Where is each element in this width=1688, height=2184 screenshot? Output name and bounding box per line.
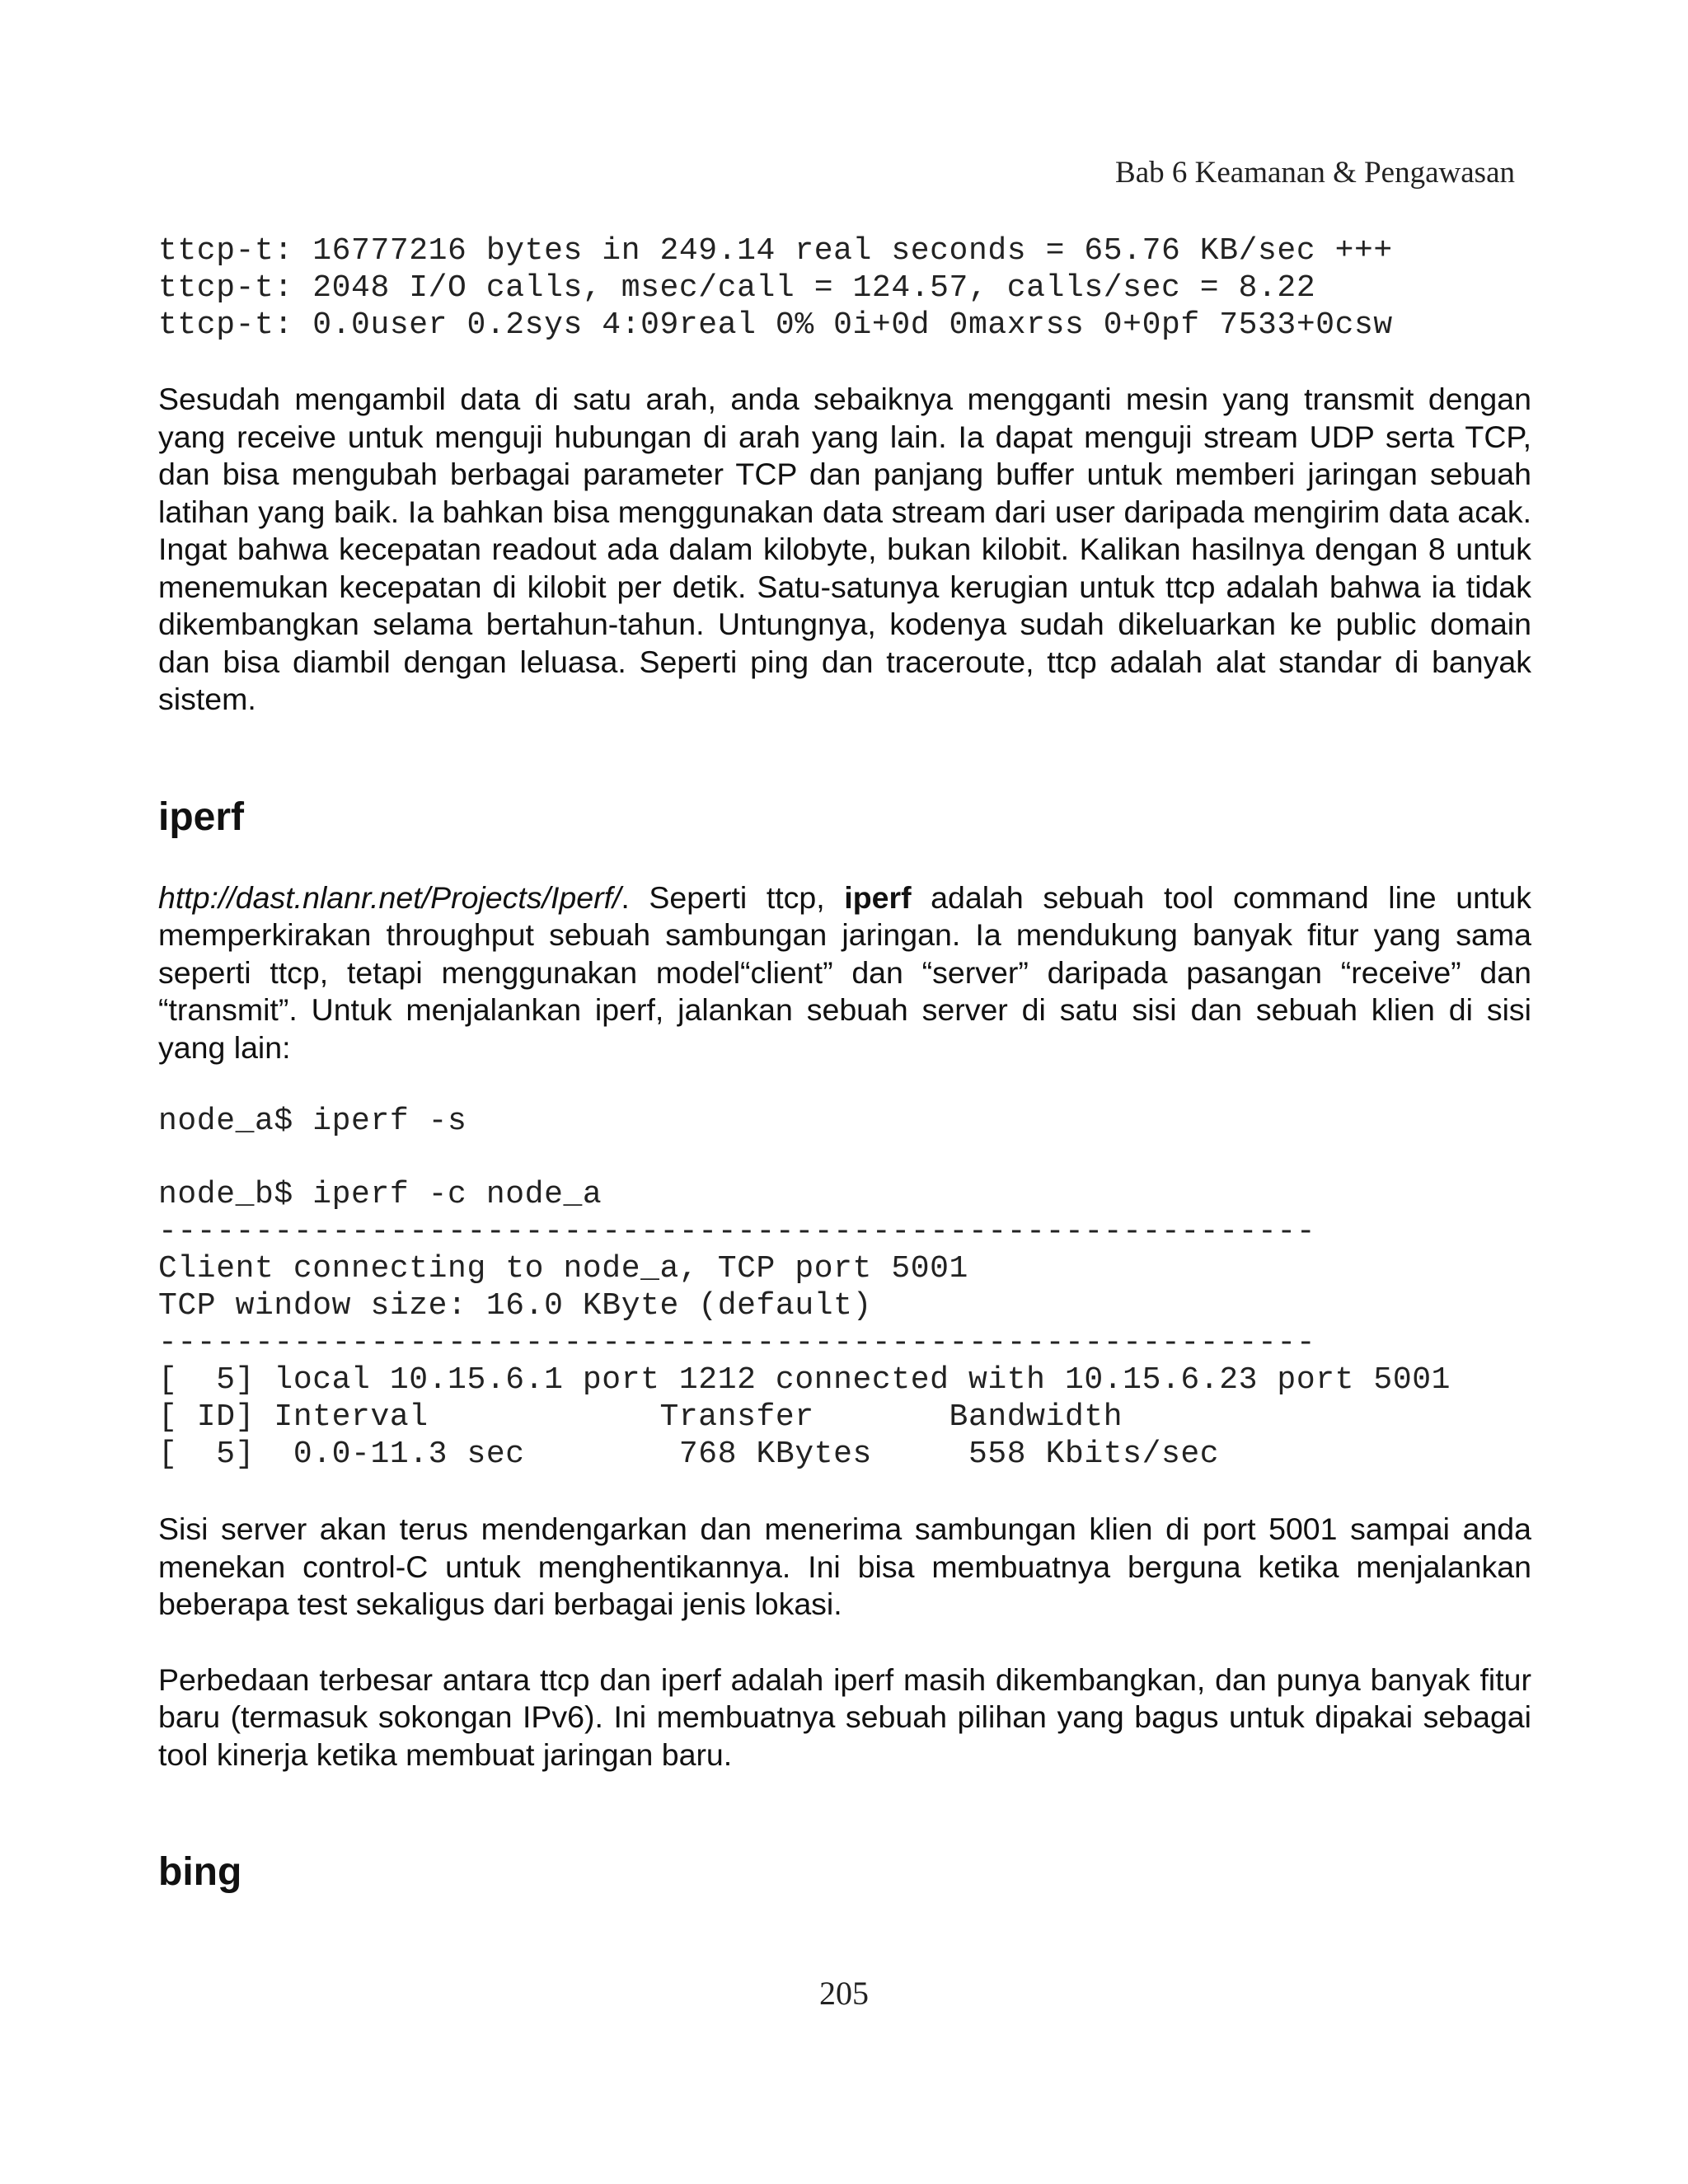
iperf-tool-name: iperf <box>844 879 912 915</box>
ttcp-output-block <box>158 232 1531 344</box>
iperf-client-output-block <box>158 1176 1531 1473</box>
ttcp-paragraph: Sesudah mengambil data di satu arah, anda sebaiknya mengganti mesin yang transmit dengan yang receive untuk menguji hubungan di arah yang lain. Ia dapat menguji stream UDP serta TCP, dan bisa mengubah berbagai parameter TCP dan panjang buffer untuk memberi jaringan sebuah latihan yang baik. Ia bahkan bisa menggunakan data stream dari user daripada mengirim data acak. Ingat bahwa kecepatan readout ada dalam kilobyte, bukan kilobit. Kalikan hasilnya dengan 8 untuk menemukan kecepatan di kilobit per detik. Satu-satunya kerugian untuk ttcp adalah bahwa ia tidak dikembangkan selama bertahun-tahun. Untungnya, kodenya sudah dikeluarkan ke public domain dan bisa diambil dengan leluasa. Seperti ping dan traceroute, ttcp adalah alat standar di banyak sistem. <box>158 382 1531 716</box>
ttcp-output-line: ttcp-t: 16777216 bytes in 249.14 real seconds = 65.76 KB/sec +++ <box>158 233 1393 269</box>
iperf-intro-after-url: . Seperti ttcp, <box>621 879 845 915</box>
iperf-intro-rest: adalah sebuah tool command line untuk memperkirakan throughput sebuah sambungan jaringan. Ia mendukung banyak fitur yang sama seperti ttcp, tetapi menggunakan model“client” dan “server” daripada pasangan “receive” dan “transmit”. Untuk menjalankan iperf, jalankan sebuah server di satu sisi dan sebuah klien di sisi yang lain: <box>158 879 1531 1065</box>
iperf-server-paragraph: Sisi server akan terus mendengarkan dan menerima sambungan klien di port 5001 sampai anda menekan control-C untuk menghentikannya. Ini bisa membuatnya berguna ketika menjalankan beberapa test sekaligus dari berbagai jenis lokasi. <box>158 1511 1531 1621</box>
client-output-line: node_b$ iperf -c node_a <box>158 1177 603 1212</box>
client-output-line: [ ID] Interval Transfer Bandwidth <box>158 1399 1123 1435</box>
client-output-line: ------------------------------------------------------------ <box>158 1214 1316 1249</box>
ttcp-output-line: ttcp-t: 2048 I/O calls, msec/call = 124.57, calls/sec = 8.22 <box>158 270 1316 306</box>
page-number: 205 <box>819 1975 869 2012</box>
client-output-line: [ 5] local 10.15.6.1 port 1212 connected with 10.15.6.23 port 5001 <box>158 1362 1451 1398</box>
client-output-line: [ 5] 0.0-11.3 sec 768 KBytes 558 Kbits/sec <box>158 1436 1220 1472</box>
iperf-server-command: node_a$ iperf -s <box>158 1104 467 1139</box>
running-header: Bab 6 Keamanan & Pengawasan <box>1115 156 1515 190</box>
client-output-line: TCP window size: 16.0 KByte (default) <box>158 1288 872 1324</box>
ttcp-output-line: ttcp-t: 0.0user 0.2sys 4:09real 0% 0i+0d 0maxrss 0+0pf 7533+0csw <box>158 307 1393 343</box>
iperf-heading: iperf <box>158 794 245 839</box>
iperf-difference-paragraph: Perbedaan terbesar antara ttcp dan iperf adalah iperf masih dikembangkan, dan punya banyak fitur baru (termasuk sokongan IPv6). Ini membuatnya sebuah pilihan yang bagus untuk dipakai sebagai tool kinerja ketika membuat jaringan baru. <box>158 1661 1531 1772</box>
client-output-line: Client connecting to node_a, TCP port 5001 <box>158 1251 968 1286</box>
bing-heading: bing <box>158 1850 242 1894</box>
page-content <box>158 232 1531 1895</box>
iperf-intro-paragraph <box>158 879 1531 1067</box>
iperf-url-link[interactable]: http://dast.nlanr.net/Projects/Iperf/ <box>158 879 621 915</box>
client-output-line: ------------------------------------------------------------ <box>158 1325 1316 1361</box>
